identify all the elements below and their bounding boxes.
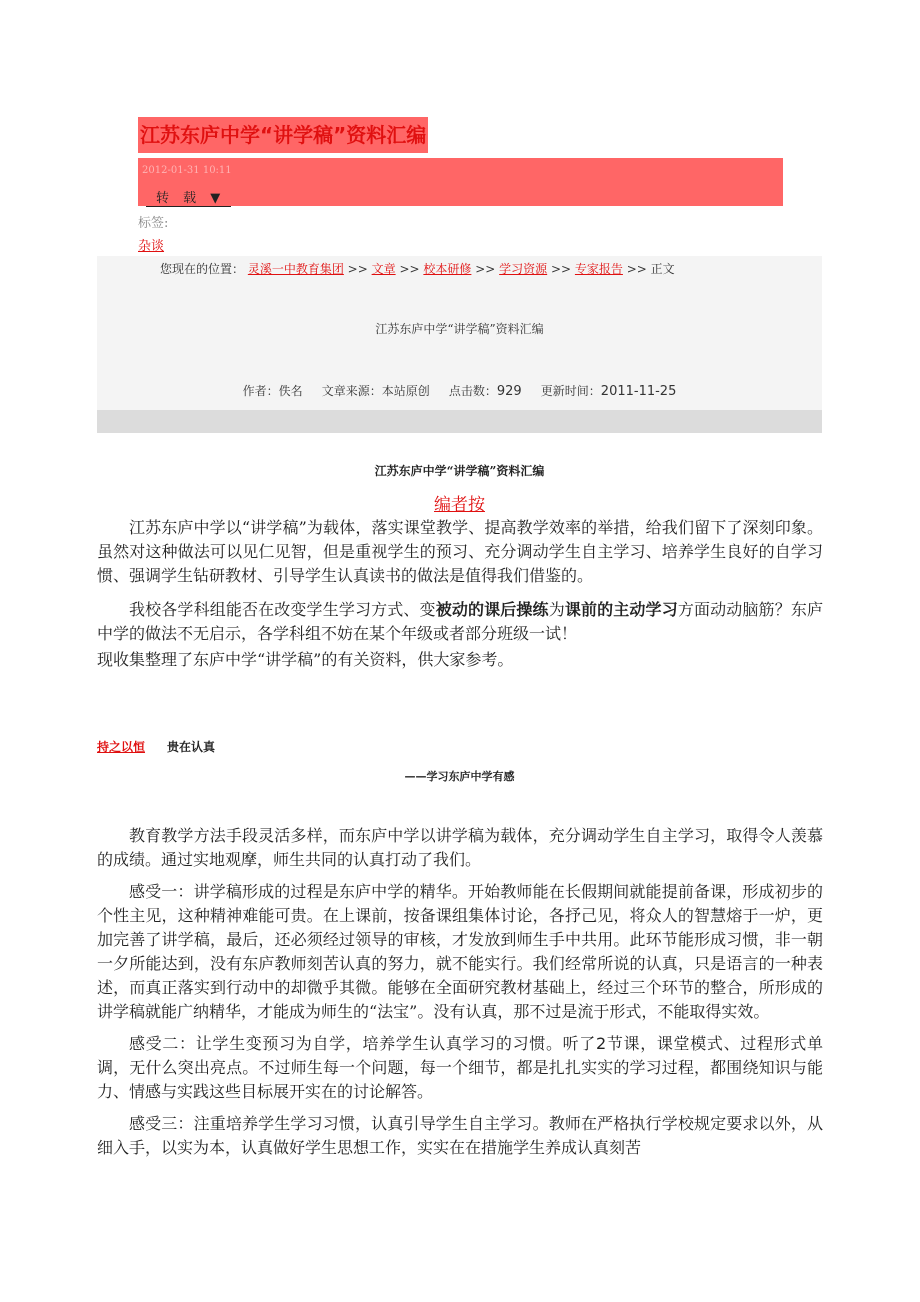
breadcrumb-separator: >> bbox=[547, 262, 575, 276]
editor-note-heading: 编者按 bbox=[434, 495, 485, 515]
section-title-part1: 持之以恒 bbox=[97, 740, 146, 754]
text-run: 为 bbox=[548, 600, 565, 619]
updated-label: 更新时间： bbox=[540, 384, 601, 398]
section-title-part2: 贵在认真 bbox=[167, 740, 216, 754]
paragraph: 感受一：讲学稿形成的过程是东庐中学的精华。开始教师能在长假期间就能提前备课，形成初步的个性主见，这种精神难能可贵。在上课前，按备课组集体讨论，各抒己见，将众人的智慧熔于一炉，更加完善了讲学稿，最后，还必须经过领导的审核，才发放到师生手中共用。此环节能形成习惯，非一朝一夕所能达到，没有东庐教师刻苦认真的努力，就不能实行。我们经常所说的认真，只是语言的一种表述，而真正落实到行动中的却微乎其微。能够在全面研究教材基础上，经过三个环节的整合，所形成的讲学稿就能广纳精华，才能成为师生的“法宝”。没有认真，那不过是流于形式，不能取得实效。 bbox=[97, 882, 823, 1021]
breadcrumb bbox=[160, 260, 675, 277]
hits-label: 点击数： bbox=[448, 384, 497, 398]
repost-button[interactable]: 转 载 ▼ bbox=[146, 187, 231, 207]
section-byline: ——学习东庐中学有感 bbox=[404, 770, 515, 783]
breadcrumb-link-research[interactable]: 校本研修 bbox=[423, 262, 472, 276]
text-run: 感受二：让学生变预习为自学，培养学生认真学习的习惯。听了 bbox=[129, 1034, 596, 1053]
paragraph bbox=[97, 1032, 823, 1104]
paragraph: 感受三：注重培养学生学习习惯，认真引导学生自主学习。教师在严格执行学校规定要求以外，从细入手，以实为本，认真做好学生思想工作，实实在在措施学生养成认真刻苦 bbox=[97, 1114, 823, 1157]
hits-value: 929 bbox=[496, 384, 522, 399]
text-run: 节课，课堂模式、过程形式单调，无什么突出亮点。不过师生每一个问题，每一个细节，都是扎扎实实的学习过程，都围绕知识与能力、情感与实践这些目标展开实在的讨论解答。 bbox=[97, 1034, 823, 1101]
source-label: 文章来源： bbox=[321, 384, 382, 398]
breadcrumb-end: >> 正文 bbox=[622, 262, 675, 276]
breadcrumb-link-article[interactable]: 文章 bbox=[371, 262, 396, 276]
panel-article-title: 江苏东庐中学“讲学稿”资料汇编 bbox=[375, 322, 544, 336]
breadcrumb-link-group[interactable]: 灵溪一中教育集团 bbox=[247, 262, 344, 276]
author-value: 佚名 bbox=[278, 384, 303, 398]
source-value: 本站原创 bbox=[381, 384, 430, 398]
bold-phrase: 被动的课后操练 bbox=[435, 600, 549, 619]
text-run: 方面动动脑筋？东庐中学的做法不无启示，各学科组不妨在某个年级或者部分班级一试！ bbox=[97, 600, 823, 643]
essay-body bbox=[97, 824, 823, 1160]
editor-note-body bbox=[97, 516, 823, 672]
breadcrumb-separator: >> bbox=[395, 262, 424, 276]
article-meta bbox=[97, 382, 822, 399]
breadcrumb-link-resources[interactable]: 学习资源 bbox=[499, 262, 548, 276]
breadcrumb-separator: >> bbox=[471, 262, 500, 276]
breadcrumb-link-reports[interactable]: 专家报告 bbox=[574, 262, 623, 276]
paragraph bbox=[97, 598, 823, 646]
post-meta: 2012-01-31 10:11 bbox=[138, 158, 783, 184]
article-title: 江苏东庐中学“讲学稿”资料汇编 bbox=[374, 464, 545, 478]
tags-label: 标签: bbox=[138, 216, 169, 231]
paragraph: 教育教学方法手段灵活多样，而东庐中学以讲学稿为载体，充分调动学生自主学习，取得令人羡慕的成绩。通过实地观摩，师生共同的认真打动了我们。 bbox=[97, 826, 823, 869]
repost-bar bbox=[138, 184, 783, 206]
paragraph: 现收集整理了东庐中学“讲学稿”的有关资料，供大家参考。 bbox=[97, 650, 514, 669]
number-run: 2 bbox=[595, 1034, 607, 1053]
paragraph: 江苏东庐中学以“讲学稿”为载体，落实课堂教学、提高教学效率的举措，给我们留下了深刻印象。虽然对这种做法可以见仁见智，但是重视学生的预习、充分调动学生自主学习、培养学生良好的自学习惯、强调学生钻研教材、引导学生认真读书的做法是值得我们借鉴的。 bbox=[97, 518, 823, 585]
author-label: 作者： bbox=[242, 384, 279, 398]
post-title: 江苏东庐中学“讲学稿”资料汇编 bbox=[138, 117, 428, 153]
text-run: 我校各学科组能否在改变学生学习方式、变 bbox=[129, 600, 436, 619]
tag-link[interactable]: 杂谈 bbox=[138, 239, 165, 254]
breadcrumb-separator: >> bbox=[343, 262, 372, 276]
updated-value: 2011-11-25 bbox=[600, 384, 677, 399]
bold-phrase: 课前的主动学习 bbox=[564, 600, 678, 619]
breadcrumb-prefix: 您现在的位置： bbox=[160, 262, 245, 276]
info-divider-bar bbox=[97, 410, 822, 433]
